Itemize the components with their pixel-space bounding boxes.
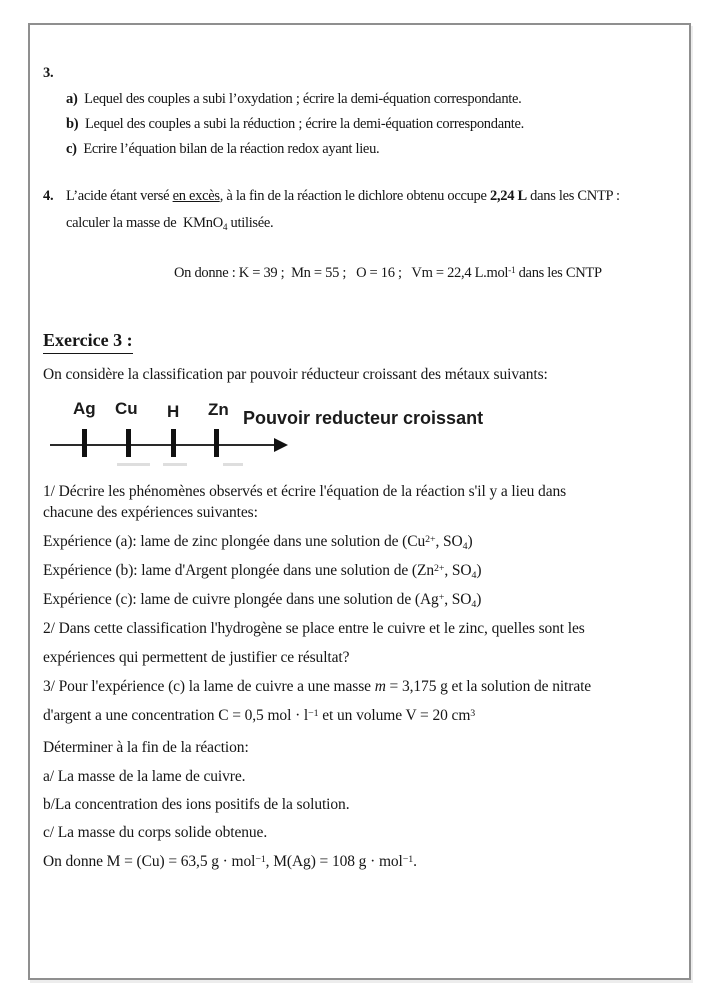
experience-a-text: , SO <box>435 533 463 550</box>
item-3a-marker: a) <box>66 91 78 107</box>
item-4-text: L’acide étant versé <box>66 188 173 204</box>
item-3b-text: Lequel des couples a subi la réduction ; écrire la demi-équation correspondante. <box>84 116 524 132</box>
determine-item-c: c/ La masse du corps solide obtenue. <box>43 824 268 841</box>
experience-c-text: , SO <box>444 591 472 608</box>
experience-c-text: Expérience (c): lame de cuivre plongée dans une solution de (Ag <box>43 591 439 608</box>
question-3-text: et un volume V = 20 cm <box>318 707 471 724</box>
scan-smudge <box>223 463 243 466</box>
question-2-line-1: 2/ Dans cette classification l'hydrogène se place entre le cuivre et le zinc, quelles sont les <box>43 620 585 637</box>
question-3-text: = 3,175 g et la solution de nitrate <box>385 678 592 695</box>
given-constants-text: On donne : K = 39 ; Mn = 55 ; O = 16 ; Vm = 22,4 L.mol <box>174 265 509 281</box>
metal-label-ag: Ag <box>73 399 96 418</box>
item-3a-text: Lequel des couples a subi l’oxydation ; écrire la demi-équation correspondante. <box>84 91 522 107</box>
experience-b-text: , SO <box>444 562 472 579</box>
mol-exponent: −1 <box>255 853 266 865</box>
item-3b <box>66 116 524 133</box>
metal-label-h: H <box>167 402 180 421</box>
experience-b <box>43 562 481 580</box>
item-3b-marker: b) <box>66 116 79 132</box>
document-page <box>28 23 691 980</box>
tick-cu <box>126 429 131 457</box>
metal-label-zn: Zn <box>208 400 229 419</box>
given-constants-text: dans les CNTP <box>515 265 602 281</box>
question-3-text: 3/ Pour l'expérience (c) la lame de cuivre a une masse <box>43 678 375 695</box>
given-constants-line <box>174 265 602 282</box>
experience-a <box>43 533 473 551</box>
final-given-text: . <box>413 853 417 870</box>
scan-smudge <box>163 463 187 466</box>
experience-c-text: ) <box>476 591 482 608</box>
mass-symbol: m <box>374 678 386 695</box>
item-4-number: 4. <box>43 188 54 204</box>
item-4-text: , à la fin de la réaction le dichlore obtenu occupe <box>219 188 490 204</box>
item-3a <box>66 91 521 108</box>
experience-a-text: ) <box>467 533 473 550</box>
cu-ion-charge: 2+ <box>425 533 436 545</box>
item-4-text: calculer la masse de KMnO <box>66 215 223 231</box>
question-1-line-1: 1/ Décrire les phénomènes observés et écrire l'équation de la réaction s'il y a lieu dans <box>43 483 567 500</box>
final-given-text: On donne M = (Cu) = 63,5 g · mol <box>43 853 256 870</box>
item-3c-text: Ecrire l’équation bilan de la réaction redox ayant lieu. <box>83 141 380 157</box>
experience-a-text: Expérience (a): lame de zinc plongée dans une solution de (Cu <box>43 533 426 550</box>
final-given-text: , M(Ag) = 108 g · mol <box>265 853 403 870</box>
item-3-number: 3. <box>43 65 54 81</box>
question-3-text: d'argent a une concentration C = 0,5 mol · l <box>43 707 309 724</box>
metal-label-cu: Cu <box>115 399 138 418</box>
litre-exponent: −1 <box>308 707 319 719</box>
spacer <box>78 116 85 132</box>
so4-subscript: 4 <box>471 569 477 581</box>
determine-item-b: b/La concentration des ions positifs de la solution. <box>43 796 350 813</box>
item-4-line-1 <box>66 188 620 205</box>
kmno4-subscript: 4 <box>222 222 228 233</box>
item-4-text: utilisée. <box>227 215 274 231</box>
item-3c-marker: c) <box>66 141 77 157</box>
tick-ag <box>82 429 87 457</box>
so4-subscript: 4 <box>471 598 477 610</box>
final-given-line <box>43 853 417 871</box>
mol-exponent: −1 <box>402 853 414 865</box>
experience-b-text: Expérience (b): lame d'Argent plongée dans une solution de (Zn <box>43 562 435 579</box>
ag-ion-charge: + <box>438 591 445 603</box>
scan-smudge <box>117 463 150 466</box>
exercice-3-intro: On considère la classification par pouvoir réducteur croissant des métaux suivants: <box>43 366 548 383</box>
arrowhead-icon <box>274 438 288 452</box>
tick-h <box>171 429 176 457</box>
exercice-3-heading: Exercice 3 : <box>43 330 133 354</box>
tick-zn <box>214 429 219 457</box>
zn-ion-charge: 2+ <box>434 562 445 574</box>
item-4-underlined-text: en excès <box>172 188 220 204</box>
mol-exponent: -1 <box>508 265 516 276</box>
item-4-text: dans les CNTP : <box>526 188 620 204</box>
question-2-line-2: expériences qui permettent de justifier ce résultat? <box>43 649 350 666</box>
experience-c <box>43 591 481 609</box>
experience-b-text: ) <box>476 562 482 579</box>
question-1-line-2: chacune des expériences suivantes: <box>43 504 258 521</box>
item-4-bold-volume: 2,24 L <box>489 188 527 204</box>
determine-item-a: a/ La masse de la lame de cuivre. <box>43 768 246 785</box>
item-3c <box>66 141 379 158</box>
determine-heading: Déterminer à la fin de la réaction: <box>43 739 249 756</box>
arrow-label: Pouvoir reducteur croissant <box>243 408 484 428</box>
item-4-line-2 <box>66 215 273 232</box>
cm-exponent: 3 <box>470 707 476 719</box>
question-3-line-2 <box>43 707 475 725</box>
so4-subscript: 4 <box>462 540 468 552</box>
question-3-line-1 <box>43 678 591 696</box>
